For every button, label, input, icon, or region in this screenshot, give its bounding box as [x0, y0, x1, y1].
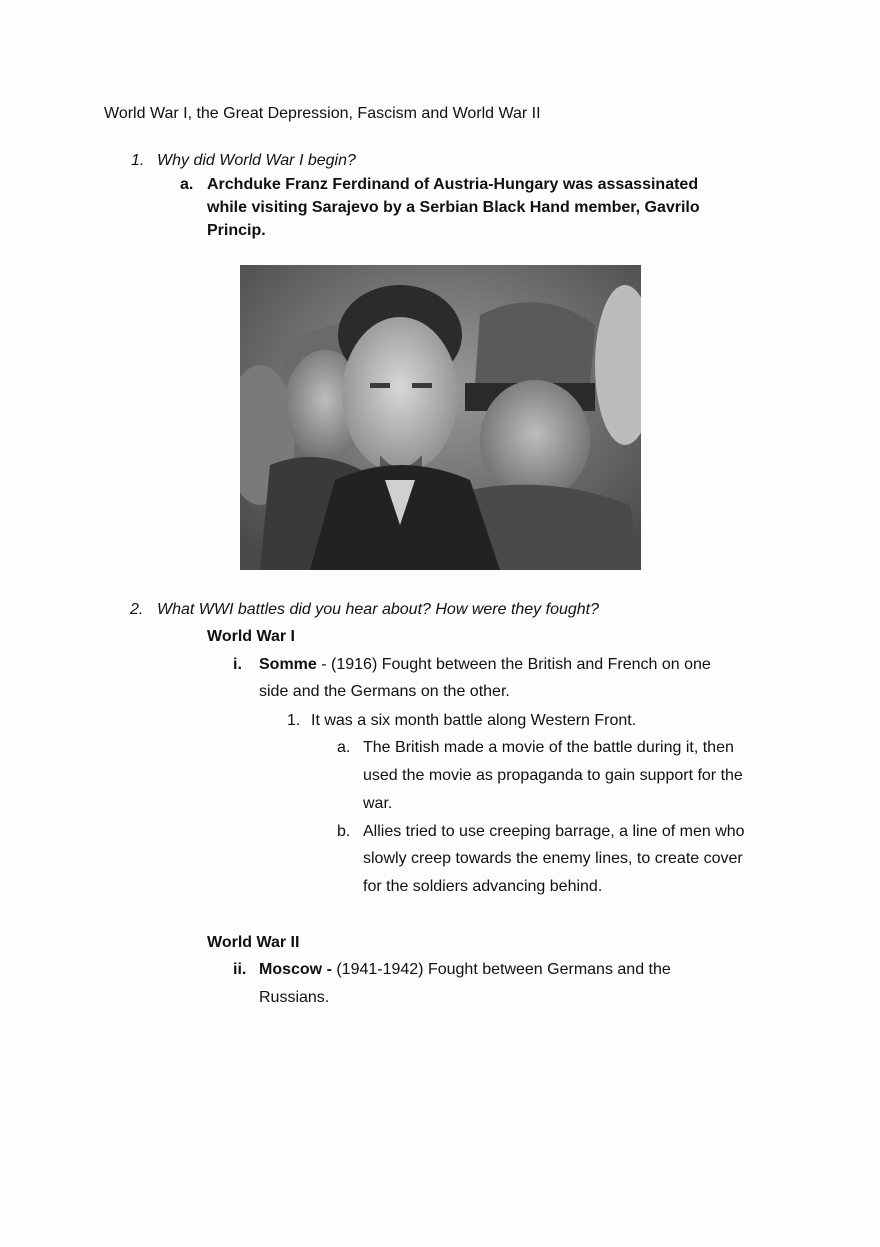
ww2-heading: World War II: [207, 934, 300, 951]
ww2-battle-name: Moscow -: [259, 961, 332, 978]
answer-1-line: while visiting Sarajevo by a Serbian Black Hand member, Gavrilo: [207, 199, 700, 216]
ww1-sub-a-line: used the movie as propaganda to gain support for the: [363, 767, 743, 784]
ww1-battle-desc: - (1916) Fought between the British and French on one: [316, 656, 711, 673]
ww2-item-marker: ii.: [233, 961, 247, 978]
question-2-text: What WWI battles did you hear about? How were they fought?: [157, 601, 600, 618]
ww1-sub-a-marker: a.: [337, 739, 351, 756]
ww1-sub-a-line: war.: [363, 795, 393, 812]
ww1-sub-b-line: Allies tried to use creeping barrage, a line of men who: [363, 823, 745, 840]
question-1-text: Why did World War I begin?: [157, 152, 356, 169]
ww1-sub-a-line: The British made a movie of the battle during it, then: [363, 739, 734, 756]
photo-illustration: [240, 265, 641, 570]
ww2-battle-desc: (1941-1942) Fought between Germans and the: [331, 961, 671, 978]
ww1-sub-text: It was a six month battle along Western Front.: [311, 712, 637, 729]
ww2-battle-line: [259, 960, 671, 980]
answer-1-line: Archduke Franz Ferdinand of Austria-Hungary was assassinated: [207, 176, 699, 193]
question-2-number: 2.: [130, 601, 144, 618]
ww1-item-marker: i.: [233, 656, 242, 673]
ww1-heading: World War I: [207, 628, 295, 645]
question-1-number: 1.: [131, 152, 145, 169]
ww1-sub-b-marker: b.: [337, 823, 351, 840]
ww1-sub-marker: 1.: [287, 712, 301, 729]
ww2-battle-line2: Russians.: [259, 989, 330, 1006]
ww1-sub-b-line: slowly creep towards the enemy lines, to create cover: [363, 850, 743, 867]
ww1-sub-b-line: for the soldiers advancing behind.: [363, 878, 603, 895]
answer-1-marker: a.: [180, 176, 194, 193]
ww1-battle-line2: side and the Germans on the other.: [259, 683, 510, 700]
ww1-battle-name: Somme: [259, 656, 317, 673]
answer-1-line: Princip.: [207, 222, 266, 239]
ww1-battle-line: [259, 655, 711, 675]
page-title: World War I, the Great Depression, Fascism and World War II: [104, 105, 541, 122]
historical-photo: [240, 265, 641, 570]
